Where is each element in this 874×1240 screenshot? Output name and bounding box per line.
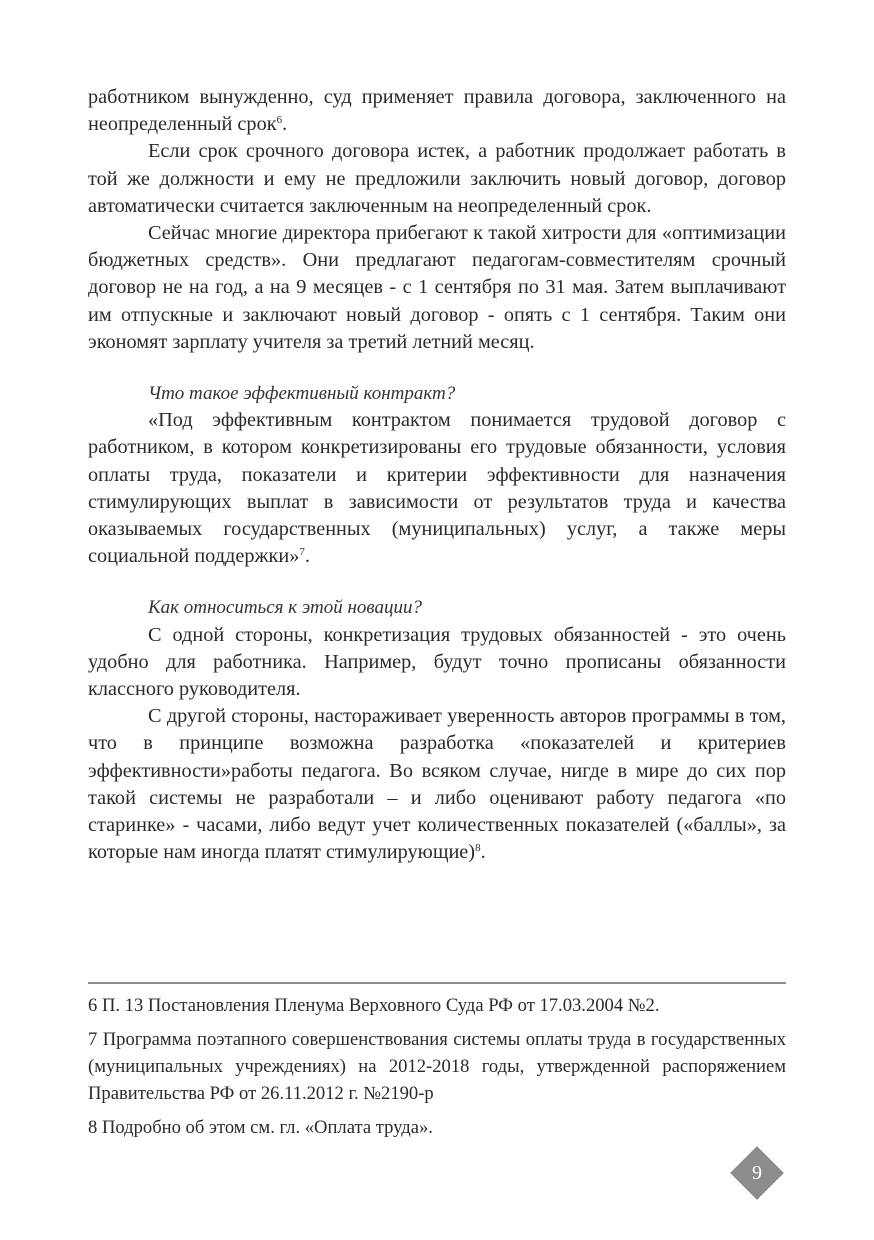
paragraph-tail: .	[480, 841, 486, 864]
paragraph-one-side: С одной стороны, конкретизация трудовых обязанностей - это очень удобно для работника. Например, будут точно прописаны обязанности классного руководителя.	[88, 623, 786, 701]
paragraph-continuation	[88, 84, 786, 138]
spacer	[88, 570, 786, 594]
paragraph-text: «Под эффективным контрактом понимается трудовой договор с работником, в котором конкретизированы его трудовые обязанности, условия оплаты труда, показатели и критерии эффективности для назначения стимулирующих выплат в зависимости от результатов труда и качества оказываемых государственных (муниципальных) услуг, а также меры социальной поддержки»	[88, 409, 786, 568]
paragraph-effective-contract-definition	[88, 407, 786, 570]
footnotes	[88, 992, 786, 1148]
footnote-ref-7[interactable]: 7	[299, 546, 305, 559]
footnote-text: Подробно об этом см. гл. «Оплата труда».	[101, 1117, 433, 1138]
footnote-6	[88, 992, 786, 1019]
paragraph-text: С другой стороны, настораживает уверенность авторов программы в том, что в принципе возможна разработка «показателей и критериев эффективности»работы педагога. Во всяком случае, нигде в мире до сих пор такой системы не разработали – и либо оценивают работу педагога «по старинке» - часами, либо ведут учет количественных показателей («баллы», за которые нам иногда платят стимулирующие)	[88, 705, 786, 864]
footnote-number: 7	[88, 1029, 98, 1050]
footnote-number: 8	[88, 1117, 98, 1138]
footnote-7	[88, 1026, 786, 1107]
paragraph-fixed-term-expiry: Если срок срочного договора истек, а работник продолжает работать в той же должности и ему не предложили заключить новый договор, договор автоматически считается заключенным на неопределенный срок.	[88, 140, 786, 217]
footnote-text: П. 13 Постановления Пленума Верховного Суда РФ от 17.03.2004 №2.	[101, 995, 660, 1016]
footnote-8	[88, 1114, 786, 1141]
spacer	[88, 356, 786, 380]
footnote-ref-8[interactable]: 8	[475, 842, 481, 855]
footnote-number: 6	[88, 995, 98, 1016]
footnote-ref-6[interactable]: 6	[276, 114, 283, 127]
footnote-divider	[88, 982, 786, 984]
subheading-effective-contract: Что такое эффективный контракт?	[148, 383, 456, 405]
subheading-novation-attitude: Как относиться к этой новации?	[148, 597, 422, 619]
paragraph-other-side	[88, 703, 786, 866]
paragraph-directors-trick: Сейчас многие директора прибегают к такой хитрости для «оптимизации бюджетных средств». Они предлагают педагогам-совместителям срочный договор не на год, а на 9 месяцев - с 1 сентября по 31 мая. Затем выплачивают им отпускные и заключают новый договор - опять с 1 сентября. Таким они экономят зарплату учителя за третий летний месяц.	[88, 222, 786, 353]
page-number: 9	[752, 1161, 762, 1184]
paragraph-tail: .	[282, 113, 288, 136]
paragraph-text: работником вынужденно, суд применяет правила договора, заключенного на неопределенный срок	[88, 86, 786, 136]
page-body	[88, 84, 786, 866]
paragraph-tail: .	[304, 545, 310, 568]
footnote-text: Программа поэтапного совершенствования системы оплаты труда в государственных (муниципальных учреждениях) на 2012-2018 годы, утвержденной распоряжением Правительства РФ от 26.11.2012 г. №2190-р	[88, 1029, 786, 1104]
